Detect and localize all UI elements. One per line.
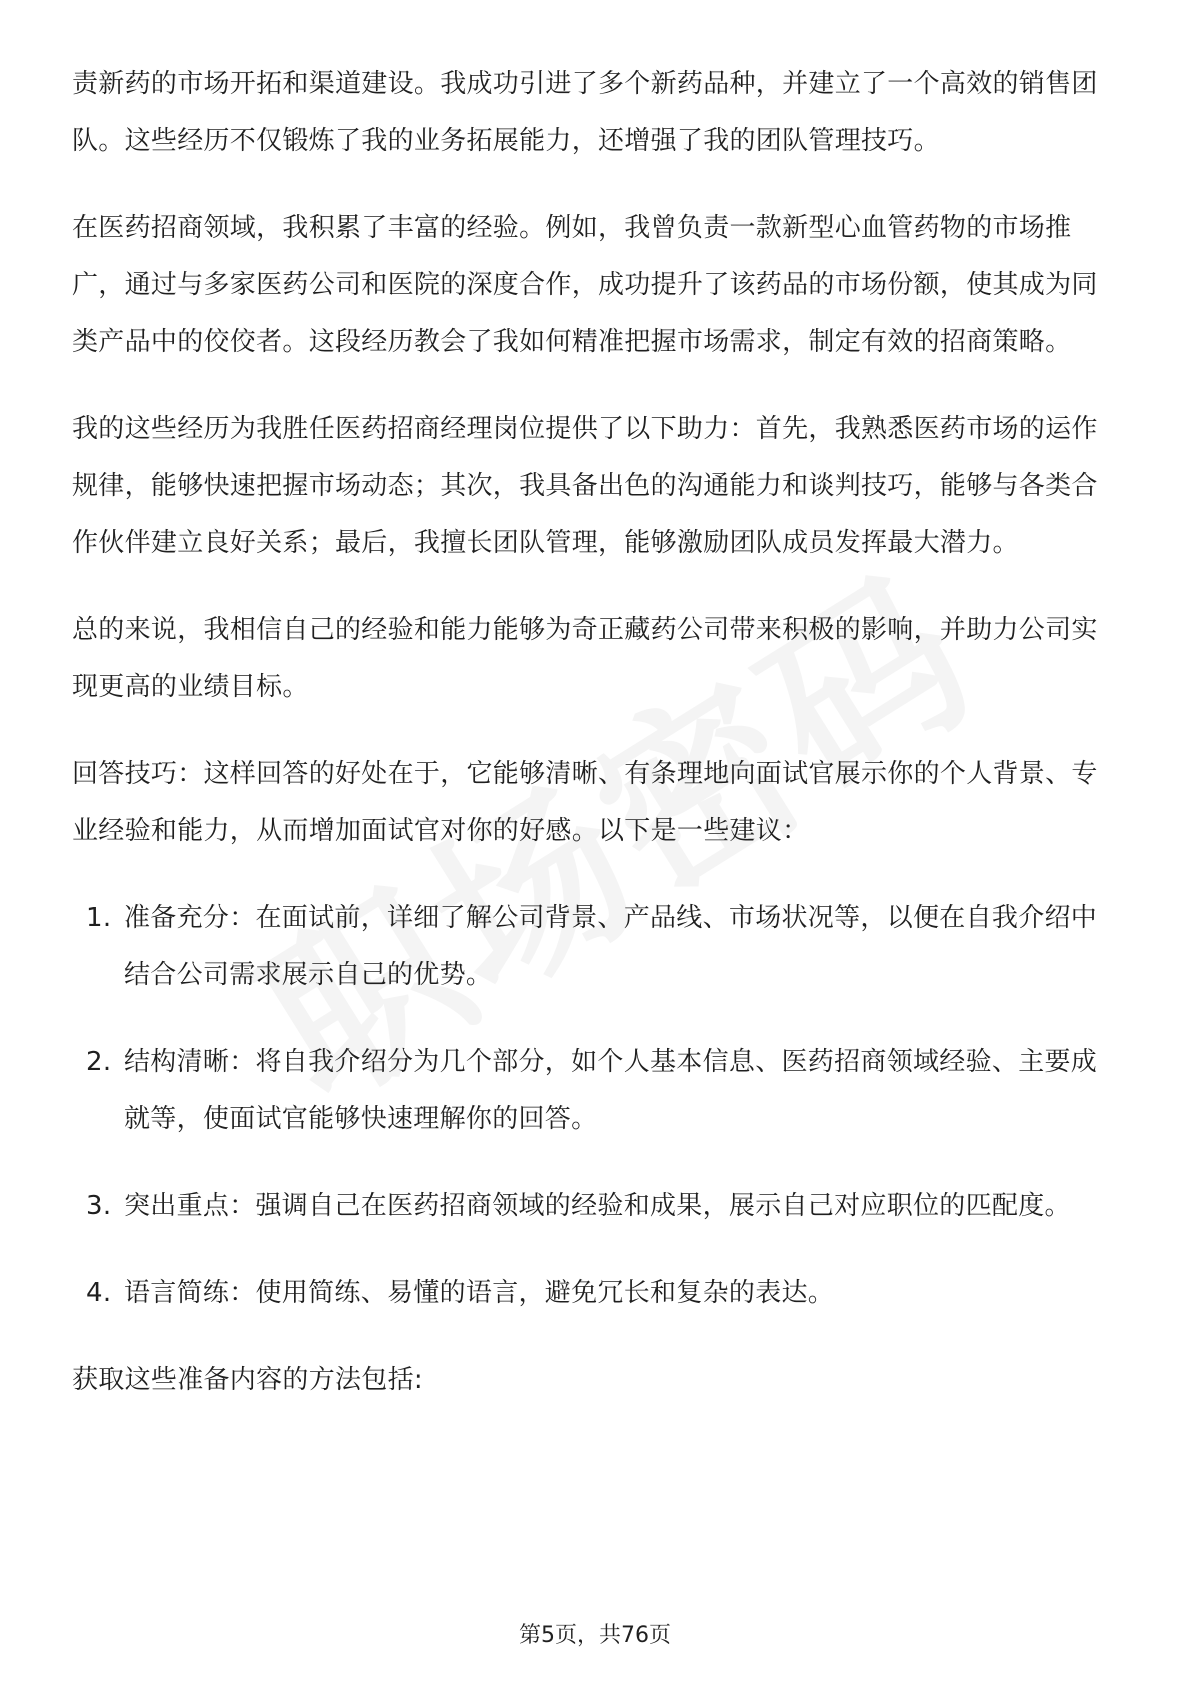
list-item-number: 2. — [86, 1047, 112, 1077]
list-item-number: 3. — [86, 1191, 112, 1221]
list-item — [72, 1178, 1122, 1235]
list-item — [72, 890, 1122, 1004]
list-item — [72, 1265, 1122, 1322]
paragraph-experience: 责新药的市场开拓和渠道建设。我成功引进了多个新药品种，并建立了一个高效的销售团队。这些经历不仅锻炼了我的业务拓展能力，还增强了我的团队管理技巧。 — [72, 69, 1098, 156]
page-footer: 第5页，共76页 — [519, 1623, 671, 1648]
paragraph-answer-tips: 回答技巧：这样回答的好处在于，它能够清晰、有条理地向面试官展示你的个人背景、专业经验和能力，从而增加面试官对你的好感。以下是一些建议： — [72, 759, 1098, 846]
list-item-text: 结构清晰：将自我介绍分为几个部分，如个人基本信息、医药招商领域经验、主要成就等，使面试官能够快速理解你的回答。 — [124, 1047, 1098, 1134]
list-item-text: 语言简练：使用简练、易懂的语言，避免冗长和复杂的表达。 — [124, 1278, 835, 1308]
tips-list — [72, 890, 1122, 1322]
list-item-text: 突出重点：强调自己在医药招商领域的经验和成果，展示自己对应职位的匹配度。 — [124, 1191, 1071, 1221]
list-item — [72, 1034, 1122, 1148]
list-item-number: 4. — [86, 1278, 112, 1308]
list-item-text: 准备充分：在面试前，详细了解公司背景、产品线、市场状况等，以便在自我介绍中结合公司需求展示自己的优势。 — [124, 903, 1098, 990]
paragraph-summary: 总的来说，我相信自己的经验和能力能够为奇正藏药公司带来积极的影响，并助力公司实现更高的业绩目标。 — [72, 615, 1098, 702]
paragraph-closing: 获取这些准备内容的方法包括: — [72, 1365, 423, 1395]
paragraph-pharma-experience: 在医药招商领域，我积累了丰富的经验。例如，我曾负责一款新型心血管药物的市场推广，通过与多家医药公司和医院的深度合作，成功提升了该药品的市场份额，使其成为同类产品中的佼佼者。这段经历教会了我如何精准把握市场需求，制定有效的招商策略。 — [72, 213, 1098, 357]
paragraph-strengths: 我的这些经历为我胜任医药招商经理岗位提供了以下助力：首先，我熟悉医药市场的运作规律，能够快速把握市场动态；其次，我具备出色的沟通能力和谈判技巧，能够与各类合作伙伴建立良好关系；最后，我擅长团队管理，能够激励团队成员发挥最大潜力。 — [72, 414, 1098, 558]
list-item-number: 1. — [86, 903, 112, 933]
document-body — [72, 56, 1122, 1439]
